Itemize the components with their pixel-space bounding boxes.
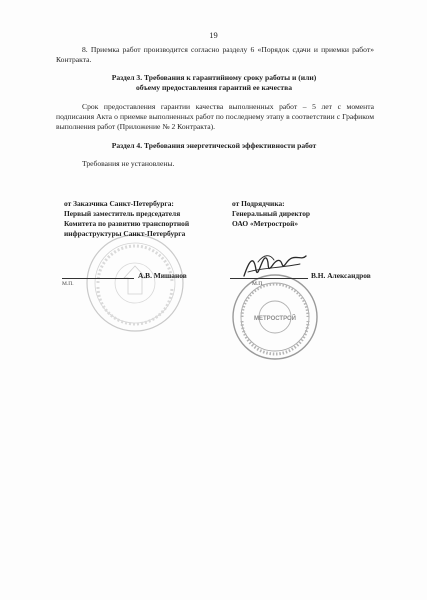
contractor-company: ОАО «Метрострой» <box>232 219 299 228</box>
customer-round-stamp-icon <box>84 232 186 334</box>
section-4-heading: Раздел 4. Требования энергетической эффективности работ <box>111 141 317 150</box>
contractor-party-label: от Подрядчика: <box>232 199 285 208</box>
contractor-round-stamp-icon <box>230 272 320 362</box>
section-3-heading-line2: объему предоставления гарантий ее качества <box>135 83 293 92</box>
customer-position-line1: Первый заместитель председателя <box>64 209 181 218</box>
contractor-stamp-text: МЕТРОСТРОЙ <box>253 316 297 322</box>
contractor-signatory-name: В.Н. Александров <box>311 271 371 280</box>
customer-party-label: от Заказчика Санкт-Петербурга: <box>64 199 174 208</box>
customer-seal-mark: М.П. <box>62 281 74 287</box>
customer-signatory-name: А.В. Мишанов <box>138 271 187 280</box>
customer-position-line3: инфраструктуры Санкт-Петербурга <box>64 229 186 238</box>
section-4-body: Требования не установлены. <box>82 159 175 168</box>
clause-8: 8. Приемка работ производится согласно разделу 6 «Порядок сдачи и приемки работ» Контракта. <box>56 45 374 64</box>
page-number: 19 <box>209 30 218 40</box>
section-3-heading-line1: Раздел 3. Требования к гарантийному сроку работы и (или) <box>111 73 317 82</box>
customer-position-line2: Комитета по развитию транспортной <box>64 219 190 228</box>
contractor-signature-line <box>230 278 308 279</box>
section-3-body: Срок предоставления гарантии качества выполненных работ – 5 лет с момента подписания Акта о приемке выполненных работ по последнему этапу в соответствии с Графиком выполнения работ (Приложение № 2 Контракта). <box>56 102 374 131</box>
customer-signature-line <box>62 278 134 279</box>
contractor-seal-mark: М.П. <box>252 281 264 287</box>
contractor-position: Генеральный директор <box>232 209 311 218</box>
